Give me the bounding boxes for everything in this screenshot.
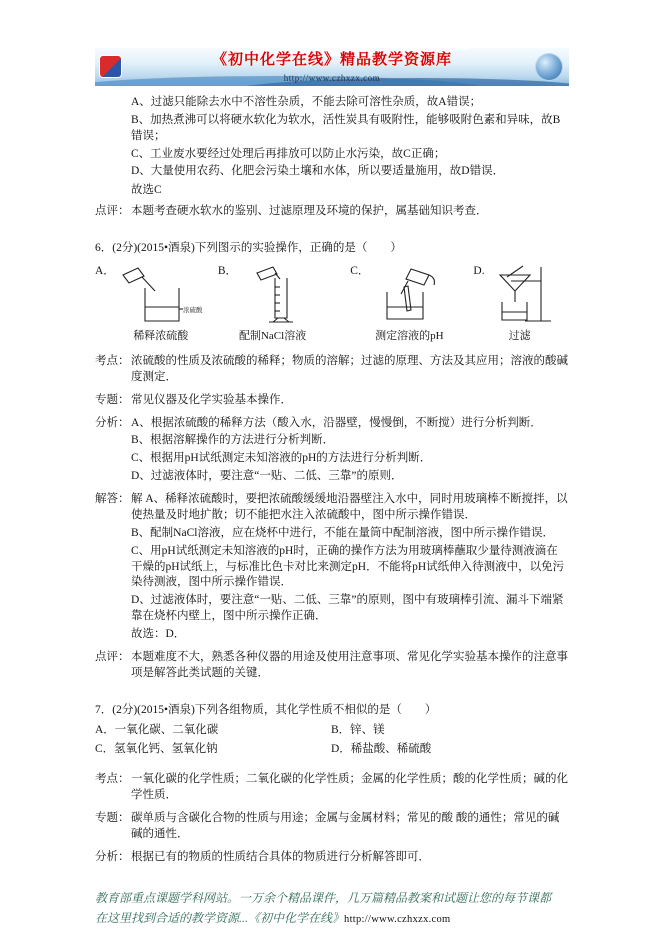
answer-line-a: A、过滤只能除去水中不溶性杂质，不能去除可溶性杂质，故A错误； [131, 96, 482, 108]
question-6-title: 6．(2分)(2015•酒泉)下列图示的实验操作，正确的是（ ） [95, 242, 402, 255]
q6-jieda-conclusion: 故选：D． [131, 627, 186, 640]
site-logo-icon [100, 56, 121, 77]
q6-figure-b-letter: B． [217, 264, 237, 277]
dilute-acid-diagram [117, 264, 205, 326]
q6-zhuanti-row [95, 393, 569, 411]
q6-figure-c-caption: 测定溶液的pH [375, 329, 444, 342]
site-banner [95, 48, 569, 86]
q7-option-a: A．一氧化碳、二氧化碳 [95, 724, 219, 737]
q6-fenxi-b: B、根据溶解操作的方法进行分析判断． [131, 434, 335, 447]
fenxi-label: 分析： [95, 416, 130, 429]
q7-zhuanti-text: 碳单质与含碳化合物的性质与用途；金属与金属材料；常见的酸 酸的通性；常见的碱 碱的通性． [131, 811, 560, 840]
q6-figure-a-caption: 稀释浓硫酸 [133, 329, 189, 342]
jieda-label: 解答： [95, 493, 130, 506]
q6-figure-c [350, 264, 447, 344]
q7-zhuanti-row [95, 811, 569, 845]
banner-title: 《初中化学在线》精品教学资源库 [211, 50, 452, 68]
q7-option-b: B．锌、镁 [331, 724, 385, 737]
answer-conclusion: 故选C [131, 184, 162, 197]
q7-fenxi-text: 根据已有的物质的性质结合具体的物质进行分析解答即可． [131, 850, 430, 863]
footer-url-link[interactable]: http://www.czhxzx.com [344, 914, 451, 926]
q6-jieda-c: C、用pH试纸测定未知溶液的pH时，正确的操作方法为用玻璃棒蘸取少量待测液滴在干燥的pH试纸上，与标准比色卡对比来测定pH．不能将pH试纸伸入待测液中，以免污染待测液，图中所示操作错误． [131, 544, 565, 589]
answer-line-b: B、加热煮沸可以将硬水软化为软水，活性炭具有吸附性，能够吸附色素和异味，故B错误； [131, 113, 561, 142]
q6-kaodian-row [95, 354, 569, 388]
zhuanti-label: 专题： [95, 393, 130, 406]
kaodian-label: 考点： [95, 355, 130, 368]
q6-figure-a [95, 264, 205, 344]
page-footer [95, 889, 557, 929]
review-row [95, 204, 569, 222]
q6-fenxi-a: A、根据浓硫酸的稀释方法（酸入水，沿器壁，慢慢倒，不断搅）进行分析判断． [131, 416, 542, 429]
q6-figure-c-letter: C． [350, 264, 370, 277]
q6-fenxi-c: C、根据用pH试纸测定未知溶液的pH的方法进行分析判断． [131, 452, 432, 465]
q6-kaodian-text: 浓硫酸的性质及浓硫酸的稀释；物质的溶解；过滤的原理、方法及其应用；溶液的酸碱度测定． [131, 355, 568, 383]
question-7-title: 7．(2分)(2015•酒泉)下列各组物质，其化学性质不相似的是（ ） [95, 703, 437, 716]
q7-kaodian-row [95, 772, 569, 806]
kaodian-label: 考点： [95, 773, 130, 786]
q7-option-d: D．稀盐酸、稀硫酸 [331, 743, 432, 756]
q6-figure-d-letter: D. [473, 264, 485, 277]
banner-url-link[interactable]: http://www.czhxzx.com [283, 72, 381, 83]
fenxi-label: 分析： [95, 850, 130, 863]
q6-jieda-d: D、过滤液体时，要注意“一贴、二低、三靠”的原则，图中有玻璃棒引流、漏斗下端紧靠在烧杯内壁上，图中所示操作正确． [131, 594, 564, 623]
q6-figure-b-caption: 配制NaCl溶液 [238, 329, 307, 342]
globe-icon [536, 54, 562, 80]
q6-figure-d-caption: 过滤 [508, 329, 531, 342]
q6-jieda-b: B、配制NaCl溶液，应在烧杯中进行，不能在量筒中配制溶液，图中所示操作错误． [131, 526, 554, 539]
q6-jieda-row [95, 492, 569, 645]
q6-fenxi-d: D、过滤液体时，要注意“一贴、二低、三靠”的原则． [131, 470, 403, 483]
q7-fenxi-row [95, 850, 569, 868]
q6-figure-a-letter: A． [95, 264, 115, 277]
question-7-options [95, 723, 569, 758]
review-label: 点评： [95, 205, 130, 218]
document-content [95, 48, 569, 929]
review-text: 本题考查硬水软水的鉴别、过滤原理及环境的保护，属基础知识考查． [131, 205, 488, 218]
answer-line-c: C、工业废水要经过处理后再排放可以防止水污染，故C正确； [131, 147, 446, 160]
ph-test-diagram [371, 264, 447, 326]
graduated-cylinder-diagram [247, 264, 299, 326]
banner-text-group [212, 50, 452, 84]
q6-figure-b [218, 264, 306, 344]
question-6-figures [95, 264, 569, 344]
dianping-label: 点评： [95, 650, 130, 663]
answer-line-d: D、大量使用农药、化肥会污染土壤和水体，所以要适量施用，故D错误． [131, 165, 505, 178]
q6-dianping-row [95, 650, 569, 684]
q6-figure-d [473, 264, 552, 344]
q6-dianping-text: 本题难度不大，熟悉各种仪器的用途及使用注意事项、常见化学实验基本操作的注意事项是解答此类试题的关键． [131, 650, 568, 679]
q7-kaodian-text: 一氧化碳的化学性质；二氧化碳的化学性质；金属的化学性质；酸的化学性质；碱的化学性质． [131, 773, 568, 801]
q6-jieda-a: 解 A、稀释浓硫酸时，要把浓硫酸缓缓地沿器壁注入水中，同时用玻璃棒不断搅拌，以使热量及时地扩散；切不能把水注入浓硫酸中，图中所示操作错误． [131, 493, 568, 521]
acid-label: 浓硫酸 [182, 306, 203, 314]
footer-text: 教育部重点课题学科网站。一万余个精品课件，几万篇精品教案和试题让您的每节课都在这里找到合适的教学资源...《初中化学在线》 [95, 891, 552, 926]
filtration-diagram [487, 264, 553, 326]
q6-fenxi-row [95, 416, 569, 487]
zhuanti-label: 专题： [95, 811, 130, 824]
q7-option-c: C．氢氧化钙、氢氧化钠 [95, 743, 218, 756]
q6-zhuanti-text: 常见仪器及化学实验基本操作． [131, 393, 292, 406]
